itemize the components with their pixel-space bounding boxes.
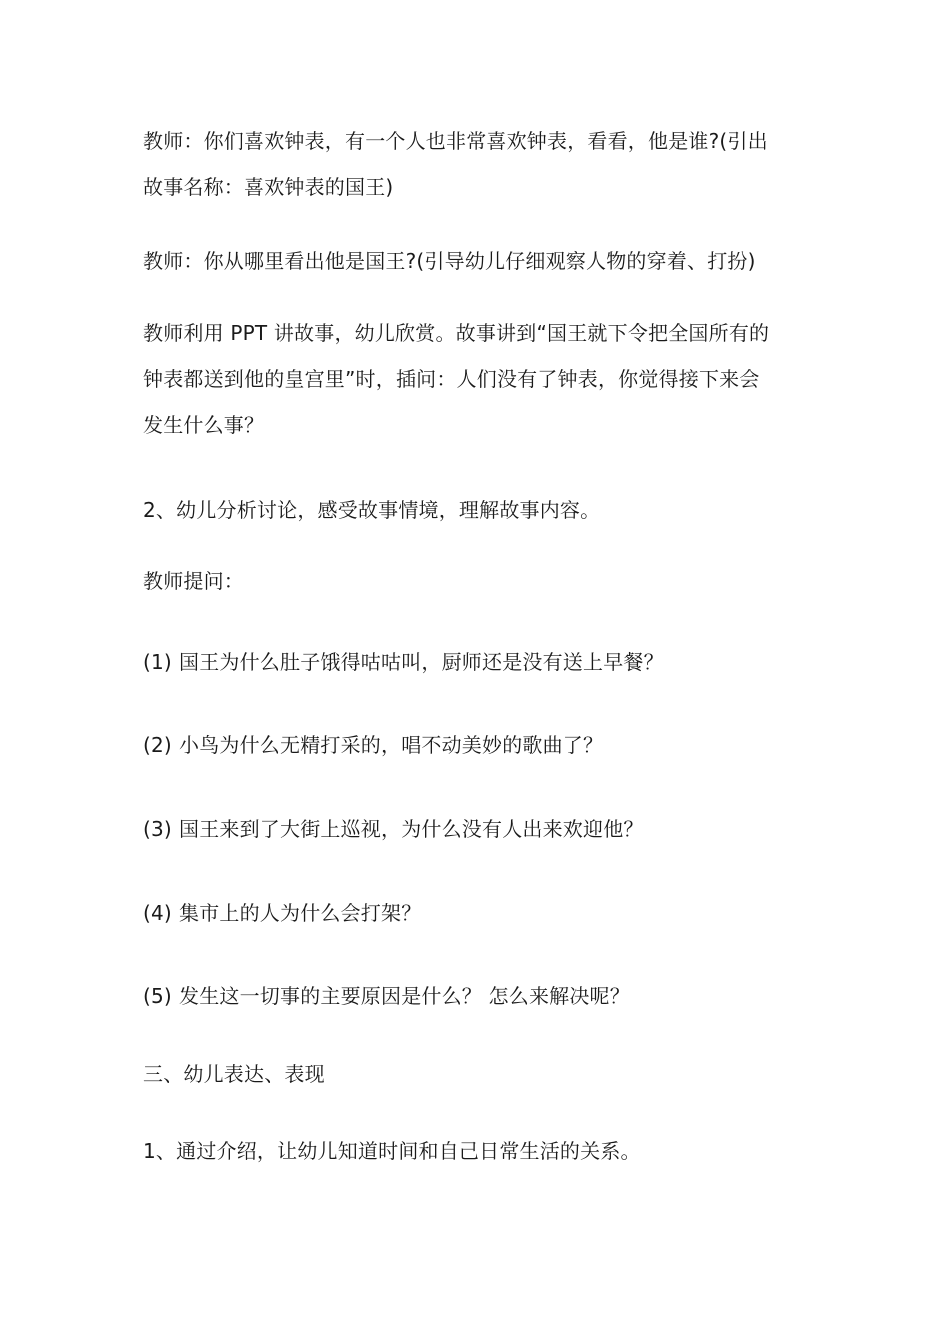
question-item [143,890,823,936]
question-number: (2) [143,733,172,757]
question-text: 小鸟为什么无精打采的，唱不动美妙的歌曲了？ [179,733,604,757]
question-text: 发生这一切事的主要原因是什么？ 怎么来解决呢？ [179,984,630,1008]
question-text: 集市上的人为什么会打架？ [179,901,422,925]
question-item [143,806,823,852]
text-line: 1、通过介绍，让幼儿知道时间和自己日常生活的关系。 [143,1139,641,1163]
text-line: 故事名称：喜欢钟表的国王) [143,175,394,199]
text-line: 教师：你们喜欢钟表，有一个人也非常喜欢钟表，看看，他是谁?(引出 [143,129,768,153]
text-line: 钟表都送到他的皇宫里”时，插问：人们没有了钟表，你觉得接下来会 [143,367,760,391]
paragraph-ppt-story [143,310,823,448]
text-line: 教师利用 PPT 讲故事，幼儿欣赏。故事讲到“国王就下令把全国所有的 [143,321,770,345]
text-line: 2、幼儿分析讨论，感受故事情境，理解故事内容。 [143,498,601,522]
paragraph-teacher-asks [143,558,823,604]
section-heading-text: 三、幼儿表达、表现 [143,1062,325,1086]
question-text: 国王为什么肚子饿得咕咕叫，厨师还是没有送上早餐？ [179,650,664,674]
question-number: (1) [143,650,172,674]
question-item [143,722,823,768]
question-number: (5) [143,984,172,1008]
section-heading [143,1051,823,1097]
paragraph-intro [143,118,823,210]
paragraph-step-2 [143,487,823,533]
question-text: 国王来到了大街上巡视，为什么没有人出来欢迎他？ [179,817,644,841]
question-item [143,973,823,1019]
text-line: 教师提问： [143,569,244,593]
text-line: 教师：你从哪里看出他是国王?(引导幼儿仔细观察人物的穿着、打扮) [143,249,756,273]
question-number: (3) [143,817,172,841]
text-line: 发生什么事？ [143,413,265,437]
question-number: (4) [143,901,172,925]
question-item [143,639,823,685]
paragraph-final-item [143,1128,823,1174]
paragraph-question-king [143,238,823,284]
